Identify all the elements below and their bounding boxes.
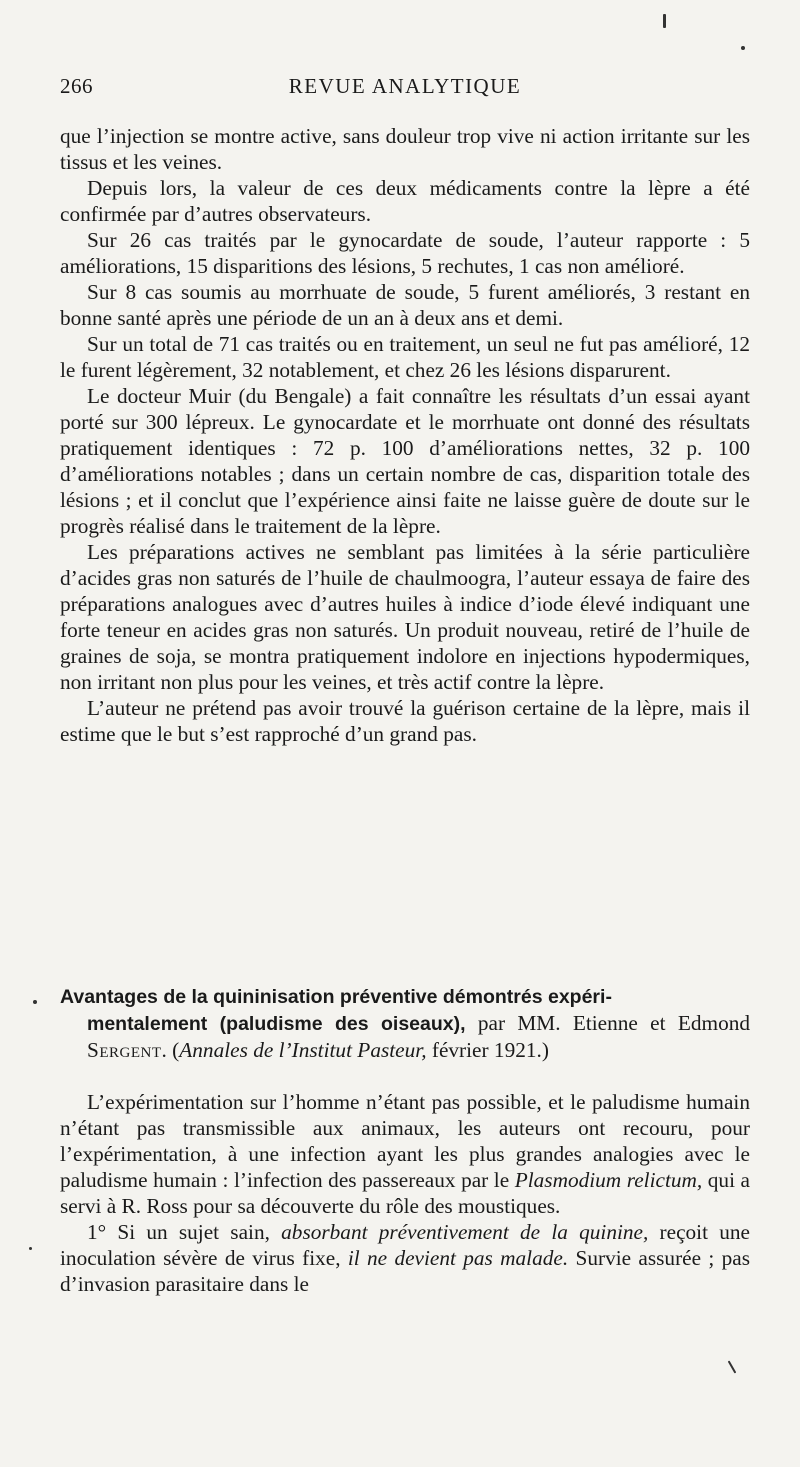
paragraph [60, 1219, 750, 1297]
body-text [60, 123, 750, 747]
journal-name: Annales de l’Institut Pasteur, [179, 1038, 427, 1062]
text-run: qui a servi à R. Ross pour sa découverte du rôle des moustiques. [60, 1168, 750, 1218]
paragraph: Sur un total de 71 cas traités ou en traitement, un seul ne fut pas amélioré, 12 le furent légèrement, 32 notablement, et chez 26 les lésions disparurent. [60, 332, 750, 382]
abstract-title-continued [60, 1010, 750, 1063]
print-speck [29, 1247, 32, 1250]
text-run: 1° Si un sujet sain, [87, 1220, 282, 1244]
species-name: Plasmodium relictum, [514, 1168, 703, 1192]
paragraph: Sur 8 cas soumis au morrhuate de soude, 5 furent améliorés, 3 restant en bonne santé après une période de un an à deux ans et demi. [60, 280, 750, 330]
paragraph: Le docteur Muir (du Bengale) a fait connaître les résultats d’un essai ayant porté sur 300 lépreux. Le gynocardate et le morrhuate ont donné des résultats pratiquement identiques : 72 p. 100 d’améliorations nettes, 32 p. 100 d’améliorations notables ; dans un certain nombre de cas, disparition totale des lésions ; et il conclut que l’expérience ainsi faite ne laisse guère de doute sur le progrès réalisé dans le traitement de la lèpre. [60, 384, 750, 538]
abstract-entry [60, 983, 750, 1297]
paragraph: Les préparations actives ne semblant pas limitées à la série particulière d’acides gras non saturés de l’huile de chaulmoogra, l’auteur essaya de faire des préparations analogues avec d’autres huiles à indice d’iode élevé indiquant une forte teneur en acides gras non saturés. Un produit nouveau, retiré de l’huile de graines de soja, se montra pratiquement indolore en injections hypodermiques, non irritant non plus pour les veines, et très actif contre la lèpre. [60, 540, 750, 694]
running-head: REVUE ANALYTIQUE [288, 74, 522, 98]
emphasis: il ne devient pas malade. [347, 1246, 569, 1270]
text-run: reçoit une inoculation sévère de virus fixe, [60, 1220, 750, 1270]
abstract-title-2: mentalement (paludisme des oiseaux), [87, 1013, 466, 1035]
paragraph: L’auteur ne prétend pas avoir trouvé la guérison certaine de la lèpre, mais il estime que le but s’est rapproché d’un grand pas. [60, 696, 750, 746]
print-speck [741, 46, 745, 50]
emphasis: absorbant préventivement de la quinine, [281, 1220, 649, 1244]
paragraph: que l’injection se montre active, sans douleur trop vive ni action irritante sur les tissus et les veines. [60, 124, 750, 174]
publication-date: février 1921.) [426, 1038, 549, 1062]
page-number: 266 [60, 74, 93, 98]
paragraph: Sur 26 cas traités par le gynocardate de soude, l’auteur rapporte : 5 améliorations, 15 disparitions des lésions, 5 rechutes, 1 cas non amélioré. [60, 228, 750, 278]
page-header [60, 74, 750, 104]
print-speck [663, 14, 666, 28]
paragraph [60, 1089, 750, 1219]
abstract-title: Avantages de la quininisation préventive démontrés expéri- [60, 986, 612, 1008]
source-open: . ( [161, 1038, 180, 1062]
text-run: L’expérimentation sur l’homme n’étant pas possible, et le paludisme humain n’étant pas transmissible aux animaux, les auteurs ont recouru, pour l’expérimentation, à une infection ayant les plus grandes analogies avec le paludisme humain : l’infection des passereaux par le [60, 1090, 750, 1192]
print-speck [728, 1360, 737, 1373]
paragraph: Depuis lors, la valeur de ces deux médicaments contre la lèpre a été confirmée par d’autres observateurs. [60, 176, 750, 226]
author-surname: Sergent [87, 1038, 162, 1062]
text-run: Survie assurée ; pas d’invasion parasitaire dans le [60, 1246, 750, 1296]
abstract-heading [60, 983, 750, 1063]
authors-prefix: par MM. Etienne et Edmond [465, 1011, 751, 1035]
abstract-body [60, 1089, 750, 1297]
print-speck [33, 1000, 37, 1004]
